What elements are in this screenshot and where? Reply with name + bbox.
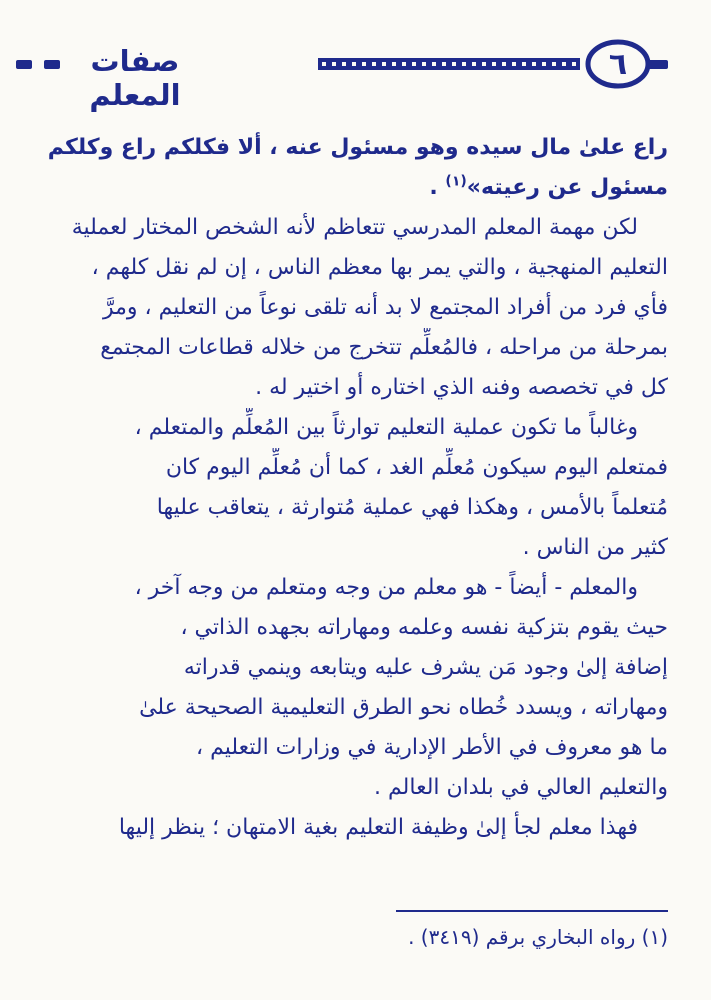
text-line: مُتعلماً بالأمس ، وهكذا فهي عملية مُتوارثة ، يتعاقب عليها [156, 495, 668, 520]
page-number: ٦ [608, 47, 628, 82]
running-title: صفات المعلم [89, 44, 181, 112]
page-header [0, 0, 711, 110]
text-line: ومهاراته ، ويسدد خُطاه نحو الطرق التعليمية الصحيحة علىٰ [139, 695, 668, 720]
footnote-ref[interactable]: (١) [445, 173, 467, 190]
footnote: (١) رواه البخاري برقم (٣٤١٩) . [408, 925, 668, 949]
footnote-divider [396, 910, 668, 912]
text-line: ما هو معروف في الأطر الإدارية في وزارات التعليم ، [195, 735, 668, 760]
text-line: فمتعلم اليوم سيكون مُعلِّم الغد ، كما أن مُعلِّم اليوم كان [165, 455, 668, 480]
text-line: حيث يقوم بتزكية نفسه وعلمه ومهاراته بجهده الذاتي ، [180, 615, 668, 640]
text-line: بمرحلة من مراحله ، فالمُعلِّم تتخرج من خلاله قطاعات المجتمع [100, 335, 668, 360]
text-line: كثير من الناس . [522, 535, 668, 560]
text-line: كل في تخصصه وفنه الذي اختاره أو اختير له . [255, 375, 668, 400]
text-line: فأي فرد من أفراد المجتمع لا بد أنه تلقى نوعاً من التعليم ، ومرَّ [102, 295, 668, 320]
text-line: إضافة إلىٰ وجود مَن يشرف عليه ويتابعه وينمي قدراته [183, 655, 668, 680]
body-text [46, 128, 668, 848]
text-line: وغالباً ما تكون عملية التعليم توارثاً بين المُعلِّم والمتعلم ، [134, 415, 638, 440]
text-line: لكن مهمة المعلم المدرسي تتعاظم لأنه الشخص المختار لعملية [71, 215, 638, 240]
text-line: مسئول عن رعيته»$^{(١)}$ . [429, 173, 668, 200]
text-line: والتعليم العالي في بلدان العالم . [374, 775, 668, 800]
text-line: راع علىٰ مال سيده وهو مسئول عنه ، ألا فكلكم راع وكلكم [47, 135, 668, 160]
text-line: والمعلم - أيضاً - هو معلم من وجه ومتعلم من وجه آخر ، [134, 575, 638, 600]
text-line: التعليم المنهجية ، والتي يمر بها معظم الناس ، إن لم نقل كلهم ، [91, 255, 668, 280]
text-line: فهذا معلم لجأ إلىٰ وظيفة التعليم بغية الامتهان ؛ ينظر إليها [118, 815, 638, 840]
hadith-end: مسئول عن رعيته» [466, 175, 668, 200]
